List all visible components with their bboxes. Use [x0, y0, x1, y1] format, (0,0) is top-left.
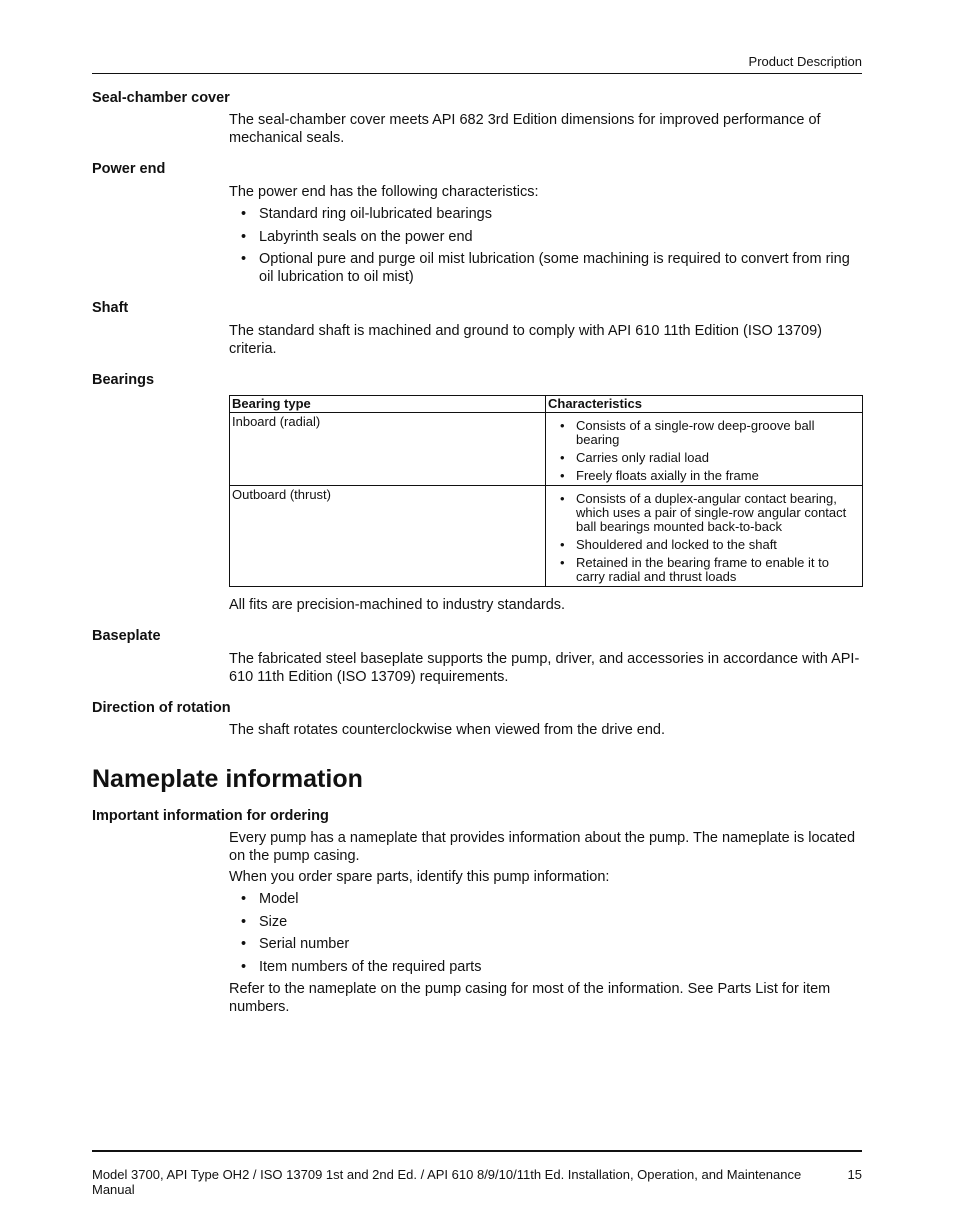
table-row [230, 486, 863, 587]
nameplate-para-3: Refer to the nameplate on the pump casing for most of the information. See Parts List for item numbers. [229, 981, 831, 1015]
table-header-row [230, 396, 863, 413]
page-number: 15 [847, 1167, 862, 1182]
column-header: Bearing type [230, 396, 546, 413]
characteristics-cell [546, 486, 863, 587]
header-rule [92, 73, 862, 74]
pump-info-list [229, 890, 862, 976]
list-item: • Standard ring oil-lubricated bearings [229, 205, 862, 223]
power-end-intro: The power end has the following characteristics: [229, 184, 539, 200]
list-item: • Serial number [229, 935, 862, 953]
rotation-text: The shaft rotates counterclockwise when viewed from the drive end. [229, 722, 666, 738]
list-item: • Labyrinth seals on the power end [229, 228, 862, 246]
table-row [230, 413, 863, 486]
bearings-heading: Bearings [92, 372, 155, 388]
nameplate-title: Nameplate information [92, 765, 363, 793]
bearing-type-cell: Inboard (radial) [230, 413, 546, 486]
running-header: Product Description [748, 54, 862, 69]
nameplate-para-2: When you order spare parts, identify this pump information: [229, 869, 610, 885]
list-item: • Consists of a single-row deep-groove ball bearing [548, 419, 860, 447]
bearing-type-cell: Outboard (thrust) [230, 486, 546, 587]
seal-chamber-heading: Seal-chamber cover [92, 90, 230, 106]
list-item: • Model [229, 890, 862, 908]
list-item: • Consists of a duplex-angular contact bearing, which uses a pair of single-row angular contact ball bearings mounted back-to-back [548, 492, 860, 534]
list-item: • Shouldered and locked to the shaft [548, 538, 860, 552]
characteristics-cell [546, 413, 863, 486]
shaft-text: The standard shaft is machined and ground to comply with API 610 11th Edition (ISO 13709) criteria. [229, 323, 822, 357]
baseplate-text: The fabricated steel baseplate supports the pump, driver, and accessories in accordance with API-610 11th Edition (ISO 13709) requirements. [229, 651, 860, 685]
power-end-list [229, 205, 862, 286]
list-item: • Optional pure and purge oil mist lubrication (some machining is required to convert from ring oil lubrication to oil mist) [229, 250, 862, 286]
footer-text: Model 3700, API Type OH2 / ISO 13709 1st and 2nd Ed. / API 610 8/9/10/11th Ed. Installation, Operation, and Maintenance Manual [92, 1167, 802, 1197]
page-footer [92, 1167, 862, 1197]
list-item: • Item numbers of the required parts [229, 958, 862, 976]
shaft-heading: Shaft [92, 300, 129, 316]
list-item: • Size [229, 913, 862, 931]
bearings-table [229, 395, 863, 587]
power-end-heading: Power end [92, 161, 166, 177]
nameplate-para-1: Every pump has a nameplate that provides information about the pump. The nameplate is located on the pump casing. [229, 830, 856, 864]
footer-rule [92, 1150, 862, 1152]
list-item: • Carries only radial load [548, 451, 860, 465]
list-item: • Retained in the bearing frame to enable it to carry radial and thrust loads [548, 556, 860, 584]
seal-chamber-text: The seal-chamber cover meets API 682 3rd Edition dimensions for improved performance of mechanical seals. [229, 112, 821, 146]
column-header: Characteristics [546, 396, 863, 413]
list-item: • Freely floats axially in the frame [548, 469, 860, 483]
baseplate-heading: Baseplate [92, 628, 161, 644]
bearings-note: All fits are precision-machined to industry standards. [229, 597, 566, 613]
ordering-heading: Important information for ordering [92, 808, 329, 824]
rotation-heading: Direction of rotation [92, 700, 231, 716]
